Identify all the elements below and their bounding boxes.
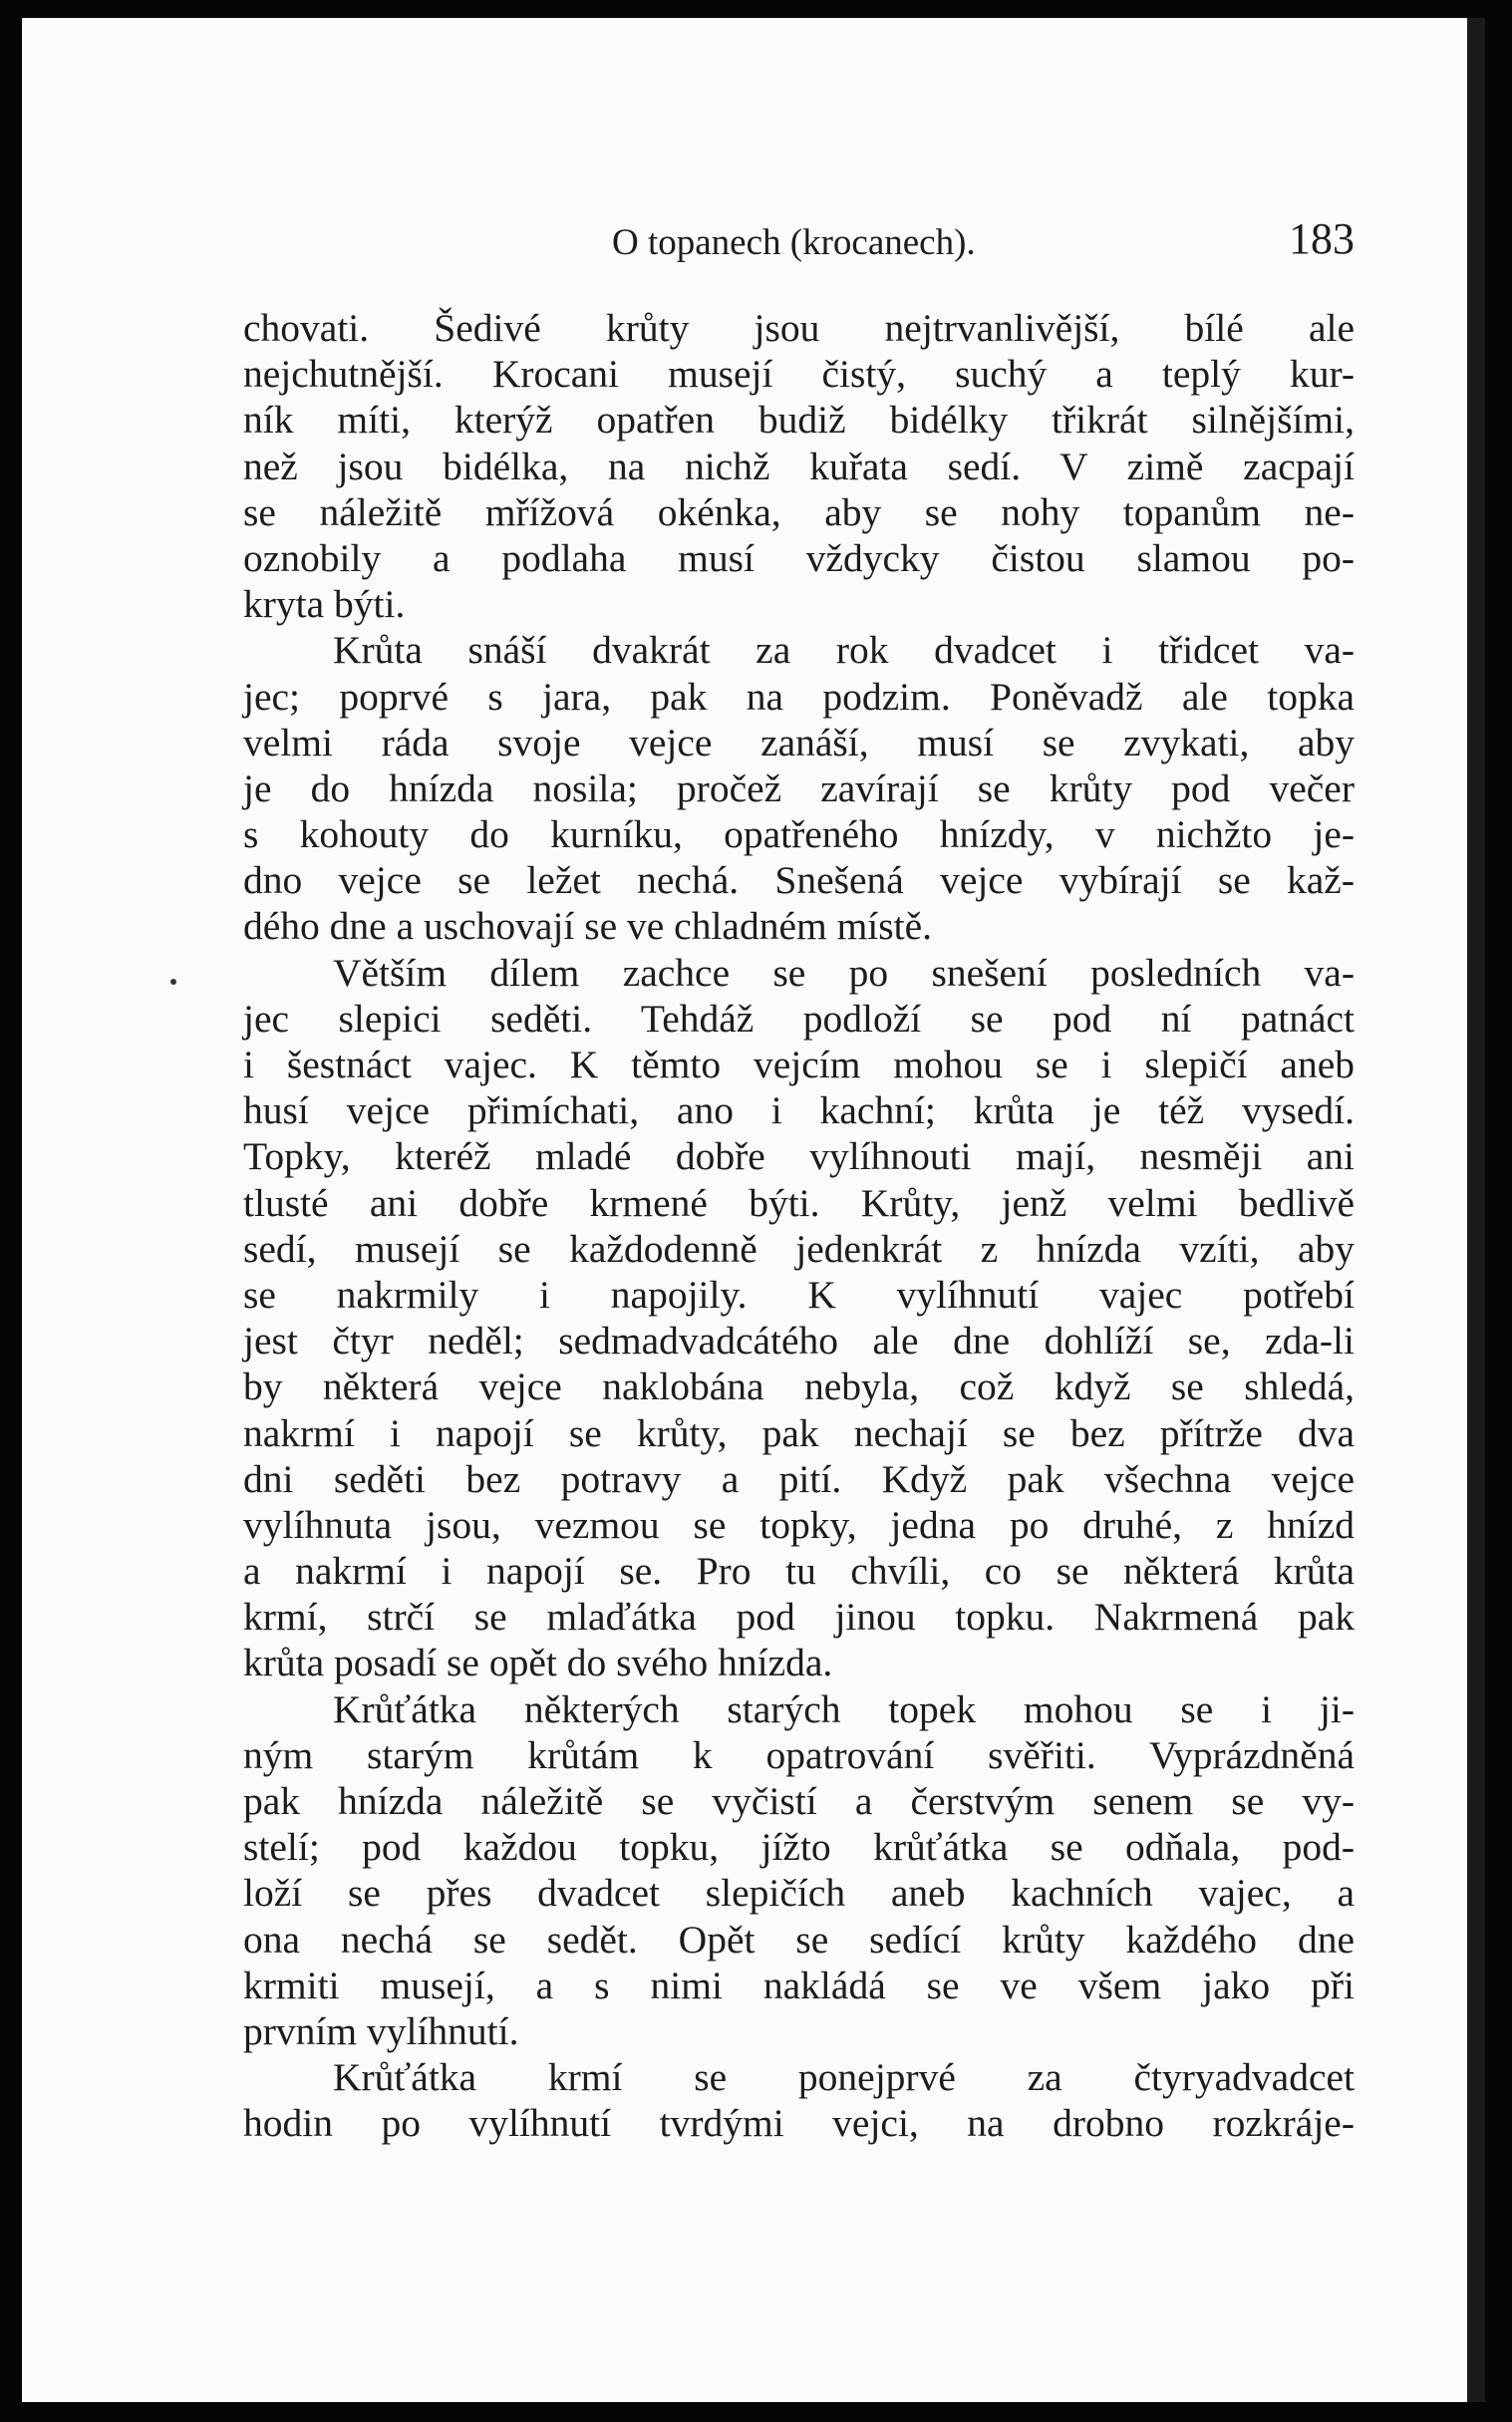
text-line: krůta posadí se opět do svého hnízda. <box>243 1641 833 1685</box>
text-line: pak hnízda náležitě se vyčistí a čerstvým senem se vy- <box>243 1779 1355 1823</box>
text-line: jest čtyr neděl; sedmadvadcátého ale dne dohlíží se, zda-li <box>243 1319 1355 1363</box>
text-line: se náležitě mřížová okénka, aby se nohy topanům ne- <box>243 489 1355 534</box>
text-line: Krůťátka krmí se ponejprvé za čtyryadvadcet <box>333 2055 1355 2100</box>
text-line: ník míti, kterýž opatřen budiž bidélky třikrát silnějšími, <box>243 398 1355 443</box>
text-line: Krůťátka některých starých topek mohou se i ji- <box>333 1686 1355 1731</box>
page-edge-shadow <box>1467 18 1485 2402</box>
text-line: nejchutnější. Krocani musejí čistý, suchý a teplý kur- <box>243 352 1355 397</box>
text-line: krmí, strčí se mlaďátka pod jinou topku. Nakrmená pak <box>243 1595 1355 1640</box>
text-line: dého dne a uschovají se ve chladném místě. <box>243 904 933 949</box>
text-line: by některá vejce naklobána nebyla, což když se shledá, <box>243 1364 1355 1409</box>
text-line: oznobily a podlaha musí vždycky čistou slamou po- <box>243 535 1355 580</box>
text-line: Větším dílem zachce se po snešení posledních va- <box>333 950 1355 995</box>
text-line: Topky, kteréž mladé dobře vylíhnouti mají, nesměji ani <box>243 1134 1355 1179</box>
text-line: s kohouty do kurníku, opatřeného hnízdy, v nichžto je- <box>243 812 1355 857</box>
text-line: nakrmí i napojí se krůty, pak nechají se bez přítrže dva <box>243 1410 1355 1455</box>
text-line: se nakrmily i napojily. K vylíhnutí vajec potřebí <box>243 1272 1355 1317</box>
text-line: dni seděti bez potravy a pití. Když pak všechna vejce <box>243 1456 1355 1501</box>
text-line: krmiti musejí, a s nimi nakládá se ve všem jako při <box>243 1963 1355 2007</box>
body-text <box>243 305 1355 2147</box>
text-line: prvním vylíhnutí. <box>243 2008 519 2053</box>
page-header <box>243 213 1355 263</box>
text-line: Krůta snáší dvakrát za rok dvadcet i třidcet va- <box>333 628 1355 673</box>
text-line: a nakrmí i napojí se. Pro tu chvíli, co se některá krůta <box>243 1549 1355 1594</box>
text-line: než jsou bidélka, na nichž kuřata sedí. V zimě zacpají <box>243 444 1355 488</box>
text-line: hodin po vylíhnutí tvrdými vejci, na drobno rozkráje- <box>243 2101 1355 2146</box>
text-line: ným starým krůtám k opatrování svěřiti. Vyprázdněná <box>243 1732 1355 1777</box>
running-title: O topanech (krocanech). <box>612 222 976 263</box>
text-line: kryta býti. <box>243 582 406 627</box>
text-line: jec slepici seděti. Tehdáž podloží se pod ní patnáct <box>243 996 1355 1041</box>
text-line: chovati. Šedivé krůty jsou nejtrvanlivější, bílé ale <box>243 306 1355 350</box>
text-line: husí vejce přimíchati, ano i kachní; krůta je též vysedí. <box>243 1088 1355 1133</box>
text-line: i šestnáct vajec. K těmto vejcím mohou se i slepičí aneb <box>243 1043 1355 1086</box>
text-line: ona nechá se sedět. Opět se sedící krůty každého dne <box>243 1917 1355 1962</box>
text-line: je do hnízda nosila; pročež zavírají se krůty pod večer <box>243 765 1355 810</box>
text-line: jec; poprvé s jara, pak na podzim. Poněvadž ale topka <box>243 674 1355 719</box>
text-line: tlusté ani dobře krmené býti. Krůty, jenž velmi bedlivě <box>243 1180 1355 1225</box>
text-line: sedí, musejí se každodenně jedenkrát z hnízda vzíti, aby <box>243 1226 1355 1271</box>
text-line: loží se přes dvadcet slepičích aneb kachních vajec, a <box>243 1871 1355 1916</box>
text-line: vylíhnuta jsou, vezmou se topky, jedna po druhé, z hnízd <box>243 1502 1355 1547</box>
margin-mark <box>170 979 176 985</box>
book-page <box>22 18 1485 2402</box>
text-line: velmi ráda svoje vejce zanáší, musí se zvykati, aby <box>243 720 1355 764</box>
text-line: dno vejce se ležet nechá. Snešená vejce vybírají se kaž- <box>243 858 1355 903</box>
text-line: stelí; pod každou topku, jížto krůťátka se odňala, pod- <box>243 1825 1355 1870</box>
page-number: 183 <box>1289 214 1355 263</box>
